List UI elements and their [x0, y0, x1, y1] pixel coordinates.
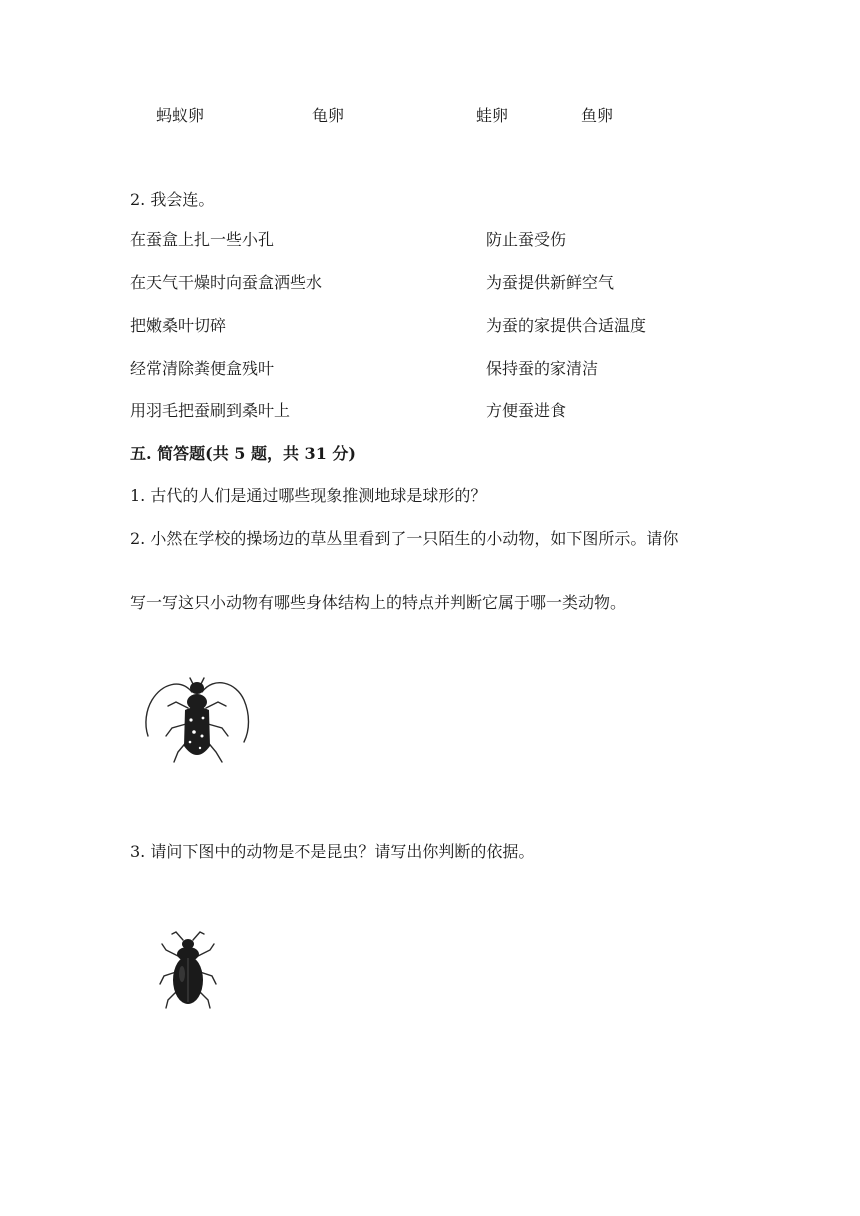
question-2-line-1: 2. 小然在学校的操场边的草丛里看到了一只陌生的小动物，如下图所示。请你: [130, 529, 679, 548]
egg-label-fish: 鱼卵: [581, 106, 614, 125]
matching-right-item: 保持蚕的家清洁: [486, 359, 599, 378]
matching-right-item: 方便蚕进食: [486, 401, 567, 420]
question-3: 3. 请问下图中的动物是不是昆虫？请写出你判断的依据。: [130, 842, 535, 861]
matching-right-item: 为蚕的家提供合适温度: [486, 316, 647, 335]
matching-right-item: 为蚕提供新鲜空气: [486, 273, 615, 292]
matching-left-item: 在蚕盒上扎一些小孔: [130, 230, 275, 249]
section-heading: 五. 简答题(共 5 题，共 31 分): [130, 444, 356, 463]
egg-label-ant: 蚂蚁卵: [156, 106, 205, 125]
egg-label-turtle: 龟卵: [312, 106, 345, 125]
egg-label-frog: 蛙卵: [476, 106, 509, 125]
matching-left-item: 在天气干燥时向蚕盒洒些水: [130, 273, 323, 292]
matching-left-item: 把嫩桑叶切碎: [130, 316, 227, 335]
matching-title: 2. 我会连。: [130, 190, 215, 209]
longhorn-beetle-image: [140, 672, 256, 768]
matching-right-item: 防止蚕受伤: [486, 230, 567, 249]
matching-left-item: 用羽毛把蚕刷到桑叶上: [130, 401, 291, 420]
question-2-line-2: 写一写这只小动物有哪些身体结构上的特点并判断它属于哪一类动物。: [130, 593, 627, 612]
question-1: 1. 古代的人们是通过哪些现象推测地球是球形的？: [130, 486, 487, 505]
beetle-image: [156, 928, 220, 1012]
matching-left-item: 经常清除粪便盒残叶: [130, 359, 275, 378]
